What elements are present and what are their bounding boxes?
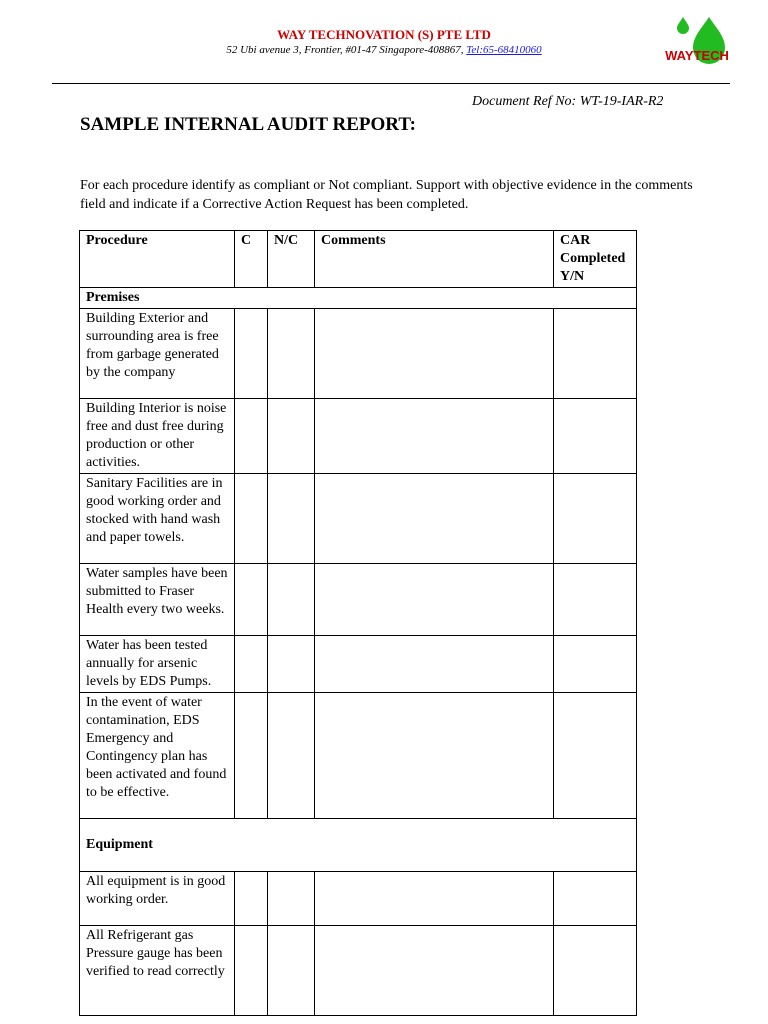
company-name: WAY TECHNOVATION (S) PTE LTD [277, 27, 491, 42]
intro-paragraph: For each procedure identify as compliant or Not compliant. Support with objective evidence in the comments field and indicate if a Corrective Action Request has been completed. [80, 178, 693, 212]
header-rule [52, 83, 730, 84]
nc-cell[interactable] [268, 693, 315, 819]
table-row [80, 872, 637, 926]
car-cell[interactable] [554, 872, 637, 926]
procedure-cell: Sanitary Facilities are in good working order and stocked with hand wash and paper towels. [80, 474, 235, 564]
nc-cell[interactable] [268, 474, 315, 564]
logo-small-drop [677, 17, 689, 34]
c-cell[interactable] [235, 474, 268, 564]
nc-cell[interactable] [268, 926, 315, 1016]
company-address [0, 44, 768, 56]
comments-cell[interactable] [315, 399, 554, 474]
audit-table [79, 230, 637, 1016]
header-c: C [235, 231, 268, 288]
table-row [80, 309, 637, 399]
c-cell[interactable] [235, 693, 268, 819]
header-car: CAR Completed Y/N [554, 231, 637, 288]
header-comments: Comments [315, 231, 554, 288]
comments-cell[interactable] [315, 872, 554, 926]
c-cell[interactable] [235, 636, 268, 693]
tel-link[interactable]: Tel:65-68410060 [466, 44, 542, 56]
c-cell[interactable] [235, 926, 268, 1016]
header-nc: N/C [268, 231, 315, 288]
procedure-cell: All Refrigerant gas Pressure gauge has been verified to read correctly [80, 926, 235, 1016]
nc-cell[interactable] [268, 872, 315, 926]
procedure-cell: Building Exterior and surrounding area is free from garbage generated by the company [80, 309, 235, 399]
table-row [80, 636, 637, 693]
car-cell[interactable] [554, 474, 637, 564]
waytech-logo [657, 14, 737, 70]
address-text: 52 Ubi avenue 3, Frontier, #01-47 Singapore-408867, [226, 44, 464, 56]
car-cell[interactable] [554, 636, 637, 693]
section-label: Premises [80, 288, 637, 309]
c-cell[interactable] [235, 309, 268, 399]
comments-cell[interactable] [315, 693, 554, 819]
c-cell[interactable] [235, 872, 268, 926]
table-row [80, 474, 637, 564]
header-procedure: Procedure [80, 231, 235, 288]
procedure-cell: All equipment is in good working order. [80, 872, 235, 926]
car-cell[interactable] [554, 926, 637, 1016]
table-row [80, 564, 637, 636]
table-header-row [80, 231, 637, 288]
nc-cell[interactable] [268, 309, 315, 399]
procedure-cell: Building Interior is noise free and dust free during production or other activities. [80, 399, 235, 474]
car-cell[interactable] [554, 693, 637, 819]
table-row [80, 693, 637, 819]
procedure-cell: Water has been tested annually for arsenic levels by EDS Pumps. [80, 636, 235, 693]
comments-cell[interactable] [315, 309, 554, 399]
procedure-cell: Water samples have been submitted to Fraser Health every two weeks. [80, 564, 235, 636]
comments-cell[interactable] [315, 474, 554, 564]
comments-cell[interactable] [315, 564, 554, 636]
car-cell[interactable] [554, 564, 637, 636]
logo-text: WAYTECH [665, 48, 729, 63]
c-cell[interactable] [235, 399, 268, 474]
section-row-premises [80, 288, 637, 309]
procedure-cell: In the event of water contamination, EDS Emergency and Contingency plan has been activated and found to be effective. [80, 693, 235, 819]
nc-cell[interactable] [268, 564, 315, 636]
car-cell[interactable] [554, 309, 637, 399]
comments-cell[interactable] [315, 636, 554, 693]
table-row [80, 399, 637, 474]
section-row-equipment [80, 819, 637, 872]
report-title: SAMPLE INTERNAL AUDIT REPORT: [80, 114, 416, 135]
document-ref: Document Ref No: WT-19-IAR-R2 [472, 94, 664, 109]
c-cell[interactable] [235, 564, 268, 636]
nc-cell[interactable] [268, 399, 315, 474]
car-cell[interactable] [554, 399, 637, 474]
comments-cell[interactable] [315, 926, 554, 1016]
section-label: Equipment [80, 819, 637, 872]
nc-cell[interactable] [268, 636, 315, 693]
table-row [80, 926, 637, 1016]
